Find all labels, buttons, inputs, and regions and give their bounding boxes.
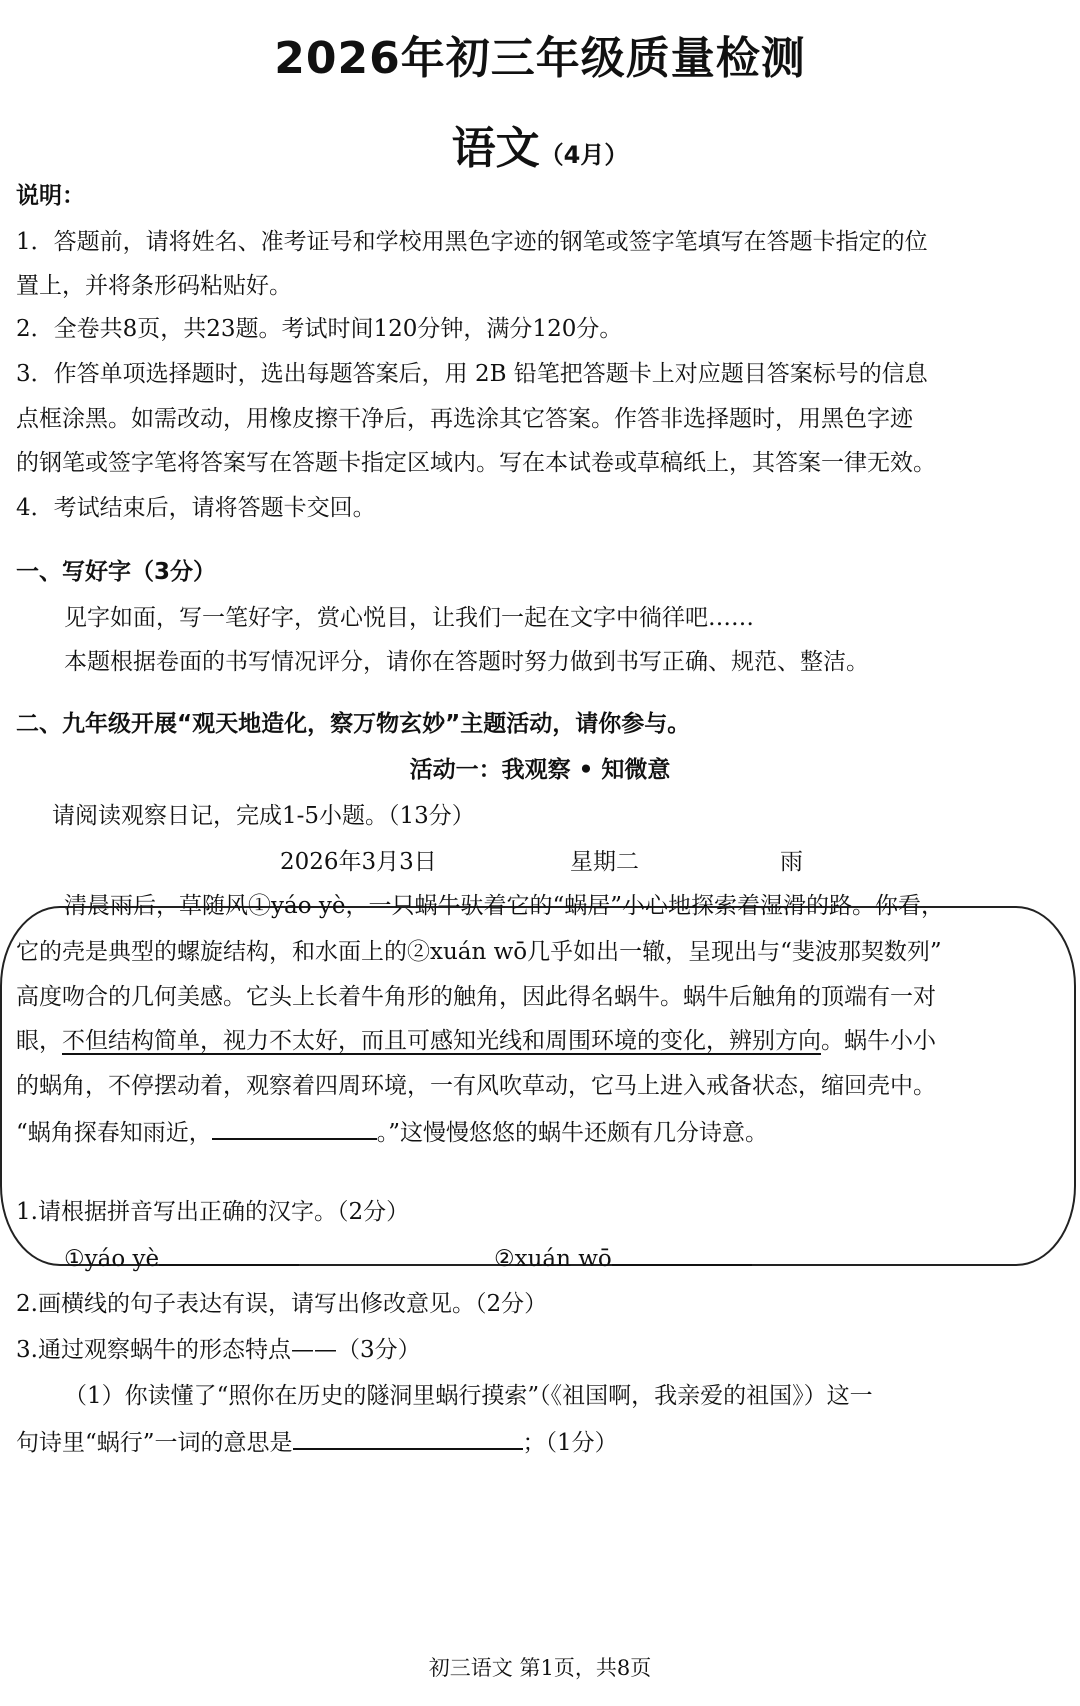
- q3-1-points: ；（1分）: [522, 1430, 618, 1456]
- question-3-1-line-1: （1）你读懂了“照你在历史的隧洞里蜗行摸索”（《祖国啊，我亲爱的祖国》）这一: [64, 1383, 873, 1409]
- section1-heading: 一、写好字（3分）: [16, 559, 217, 585]
- section1-line-2: 本题根据卷面的书写情况评分，请你在答题时努力做到书写正确、规范、整洁。: [64, 649, 869, 675]
- diary-line-2: 它的壳是典型的螺旋结构，和水面上的②xuán wō几乎如出一辙，呈现出与“斐波那契数列”: [16, 939, 942, 965]
- section2-intro: 请阅读观察日记，完成1-5小题。（13分）: [52, 803, 475, 829]
- instruction-line-6: 的钢笔或签字笔将答案写在答题卡指定区域内。写在本试卷或草稿纸上，其答案一律无效。: [16, 450, 936, 476]
- poem-blank[interactable]: [212, 1116, 377, 1140]
- q1-answer-a-blank[interactable]: [159, 1242, 299, 1266]
- diary-weather: 雨: [780, 849, 803, 875]
- diary-line-3: 高度吻合的几何美感。它头上长着牛角形的触角，因此得名蜗牛。蜗牛后触角的顶端有一对: [16, 984, 936, 1010]
- instruction-line-2: 置上，并将条形码粘贴好。: [16, 273, 292, 299]
- diary-weekday: 星期二: [570, 849, 639, 875]
- diary-line-1: 清晨雨后，草随风①yáo yè，一只蜗牛驮着它的“蜗居”小心地探索着湿滑的路。你看，: [64, 893, 944, 919]
- diary-line-6: [16, 1116, 1068, 1149]
- diary-line-4-start: 眼，: [16, 1028, 62, 1054]
- section1-line-1: 见字如面，写一笔好字，赏心悦目，让我们一起在文字中徜徉吧……: [64, 605, 754, 631]
- underlined-sentence: 不但结构简单，视力不太好，而且可感知光线和周围环境的变化，辨别方向: [62, 1028, 821, 1054]
- q3-1-prompt: 句诗里“蜗行”一词的意思是: [16, 1430, 293, 1456]
- activity-title: 活动一：我观察 • 知微意: [409, 757, 671, 783]
- q1-answer-b-blank[interactable]: [612, 1242, 752, 1266]
- page-footer: 初三语文 第1页，共8页: [428, 1656, 652, 1680]
- diary-date: 2026年3月3日: [280, 849, 437, 875]
- exam-month: （4月）: [539, 141, 629, 169]
- question-2: 2.画横线的句子表达有误，请写出修改意见。（2分）: [16, 1291, 548, 1317]
- subject-name: 语文: [451, 123, 540, 174]
- question-3-1-line-2: [16, 1426, 1068, 1459]
- question-1-items: [64, 1242, 1068, 1275]
- question-3: 3.通过观察蜗牛的形态特点——（3分）: [16, 1337, 421, 1363]
- q3-1-answer-blank[interactable]: [293, 1426, 523, 1450]
- instruction-line-3: 2．全卷共8页，共23题。考试时间120分钟，满分120分。: [16, 316, 623, 342]
- diary-line-5: 的蜗角，不停摆动着，观察着四周环境，一有风吹草动，它马上进入戒备状态，缩回壳中。: [16, 1073, 936, 1099]
- exam-subject: [0, 112, 1080, 176]
- q1-pinyin-b: ②xuán wō: [494, 1246, 612, 1272]
- instruction-line-4: 3．作答单项选择题时，选出每题答案后，用 2B 铅笔把答题卡上对应题目答案标号的信息: [16, 361, 928, 387]
- exam-title: 2026年初三年级质量检测: [274, 33, 806, 84]
- poem-line-start: “蜗角探春知雨近，: [16, 1120, 212, 1146]
- diary-line-4-end: 。蜗牛小小: [821, 1028, 936, 1054]
- diary-line-4: [16, 1025, 1068, 1057]
- q1-pinyin-a: ①yáo yè: [64, 1246, 160, 1272]
- instruction-line-5: 点框涂黑。如需改动，用橡皮擦干净后，再选涂其它答案。作答非选择题时，用黑色字迹: [16, 406, 913, 432]
- instructions-heading: 说明：: [16, 183, 85, 209]
- section2-heading: 二、九年级开展“观天地造化，察万物玄妙”主题活动，请你参与。: [16, 711, 691, 737]
- instruction-line-1: 1．答题前，请将姓名、准考证号和学校用黑色字迹的钢笔或签字笔填写在答题卡指定的位: [16, 229, 928, 255]
- poem-line-end: 。”这慢慢悠悠的蜗牛还颇有几分诗意。: [376, 1120, 769, 1146]
- instruction-line-7: 4．考试结束后，请将答题卡交回。: [16, 495, 376, 521]
- q1-item-b: [494, 1242, 752, 1275]
- question-1: 1.请根据拼音写出正确的汉字。（2分）: [16, 1199, 410, 1225]
